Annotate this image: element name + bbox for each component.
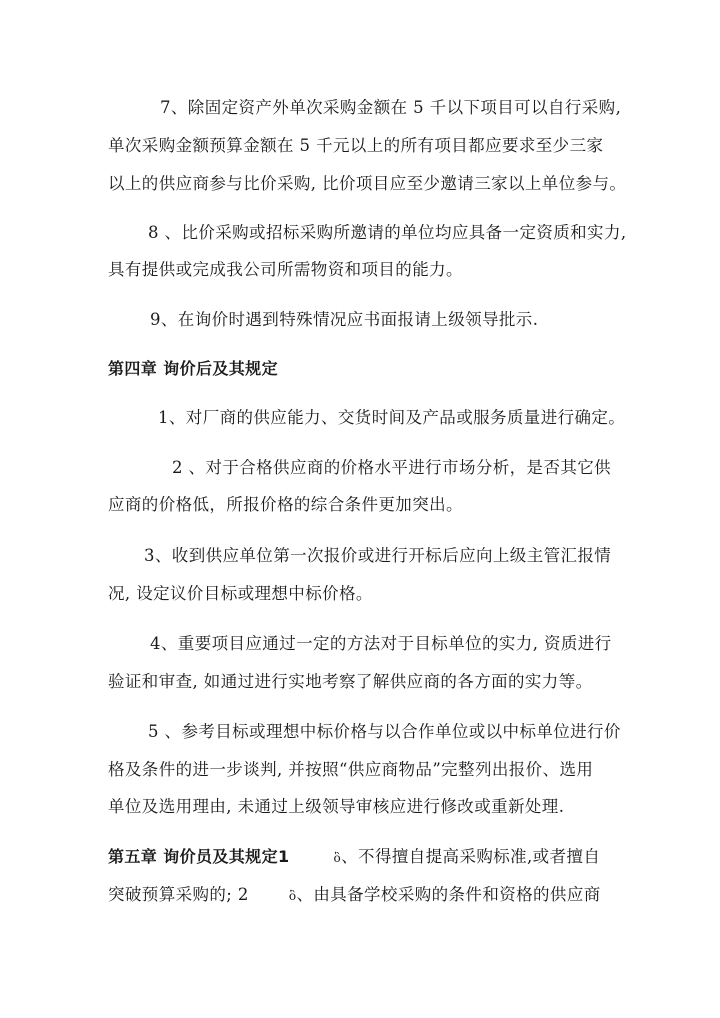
chapter-5-mark-2: ὃ xyxy=(288,889,297,903)
ch4-item-4-line-2: 验证和审查, 如通过进行实地考察了解供应商的各方面的实力等。 xyxy=(108,672,593,691)
ch4-item-5-line-1: 5 、参考目标或理想中标价格与以合作单位或以中标单位进行价 xyxy=(148,722,621,741)
ch4-item-4-line-1: 4、重要项目应通过一定的方法对于目标单位的实力, 资质进行 xyxy=(150,634,612,653)
item-8-line-1: 8 、比价采购或招标采购所邀请的单位均应具备一定资质和实力, xyxy=(148,223,627,242)
item-9-line-1: 9、在询价时遇到特殊情况应书面报请上级领导批示. xyxy=(150,310,539,329)
ch4-item-3-line-1: 3、收到供应单位第一次报价或进行开标后应向上级主管汇报情 xyxy=(144,546,612,565)
ch4-item-2-line-1: 2 、对于合格供应商的价格水平进行市场分析，是否其它供 xyxy=(172,458,612,477)
chapter-5-line-2-rest: 、由具备学校采购的条件和资格的供应商 xyxy=(296,885,601,904)
chapter-5-mark-1: ὃ xyxy=(333,851,342,865)
chapter-4-title: 第四章 询价后及其规定 xyxy=(108,359,278,378)
item-7-line-1: 7、除固定资产外单次采购金额在 5 千以下项目可以自行采购, xyxy=(160,98,622,117)
ch4-item-5-line-3: 单位及选用理由, 未通过上级领导审核应进行修改或重新处理. xyxy=(108,797,565,816)
chapter-5-line-1 xyxy=(108,846,600,869)
ch4-item-3-line-2: 况, 设定议价目标或理想中标价格。 xyxy=(108,584,373,603)
ch4-item-1-line-1: 1、对厂商的供应能力、交货时间及产品或服务质量进行确定。 xyxy=(158,408,626,427)
ch4-item-5-line-2: 格及条件的进一步谈判, 并按照“供应商物品”完整列出报价、选用 xyxy=(108,760,594,779)
item-8-line-2: 具有提供或完成我公司所需物资和项目的能力。 xyxy=(108,260,463,279)
item-7-line-3: 以上的供应商参与比价采购, 比价项目应至少邀请三家以上单位参与。 xyxy=(108,174,627,193)
ch4-item-2-line-2: 应商的价格低，所报价格的综合条件更加突出。 xyxy=(108,495,463,514)
chapter-5-line-2 xyxy=(108,884,601,907)
item-7-line-2: 单次采购金额预算金额在 5 千元以上的所有项目都应要求至少三家 xyxy=(108,136,604,155)
chapter-5-line-2-start: 突破预算采购的; 2 xyxy=(108,885,249,904)
chapter-5-title: 第五章 询价员及其规定1 xyxy=(108,847,290,866)
chapter-5-line-1-rest: 、不得擅自提高采购标准,或者擅自 xyxy=(341,847,601,866)
